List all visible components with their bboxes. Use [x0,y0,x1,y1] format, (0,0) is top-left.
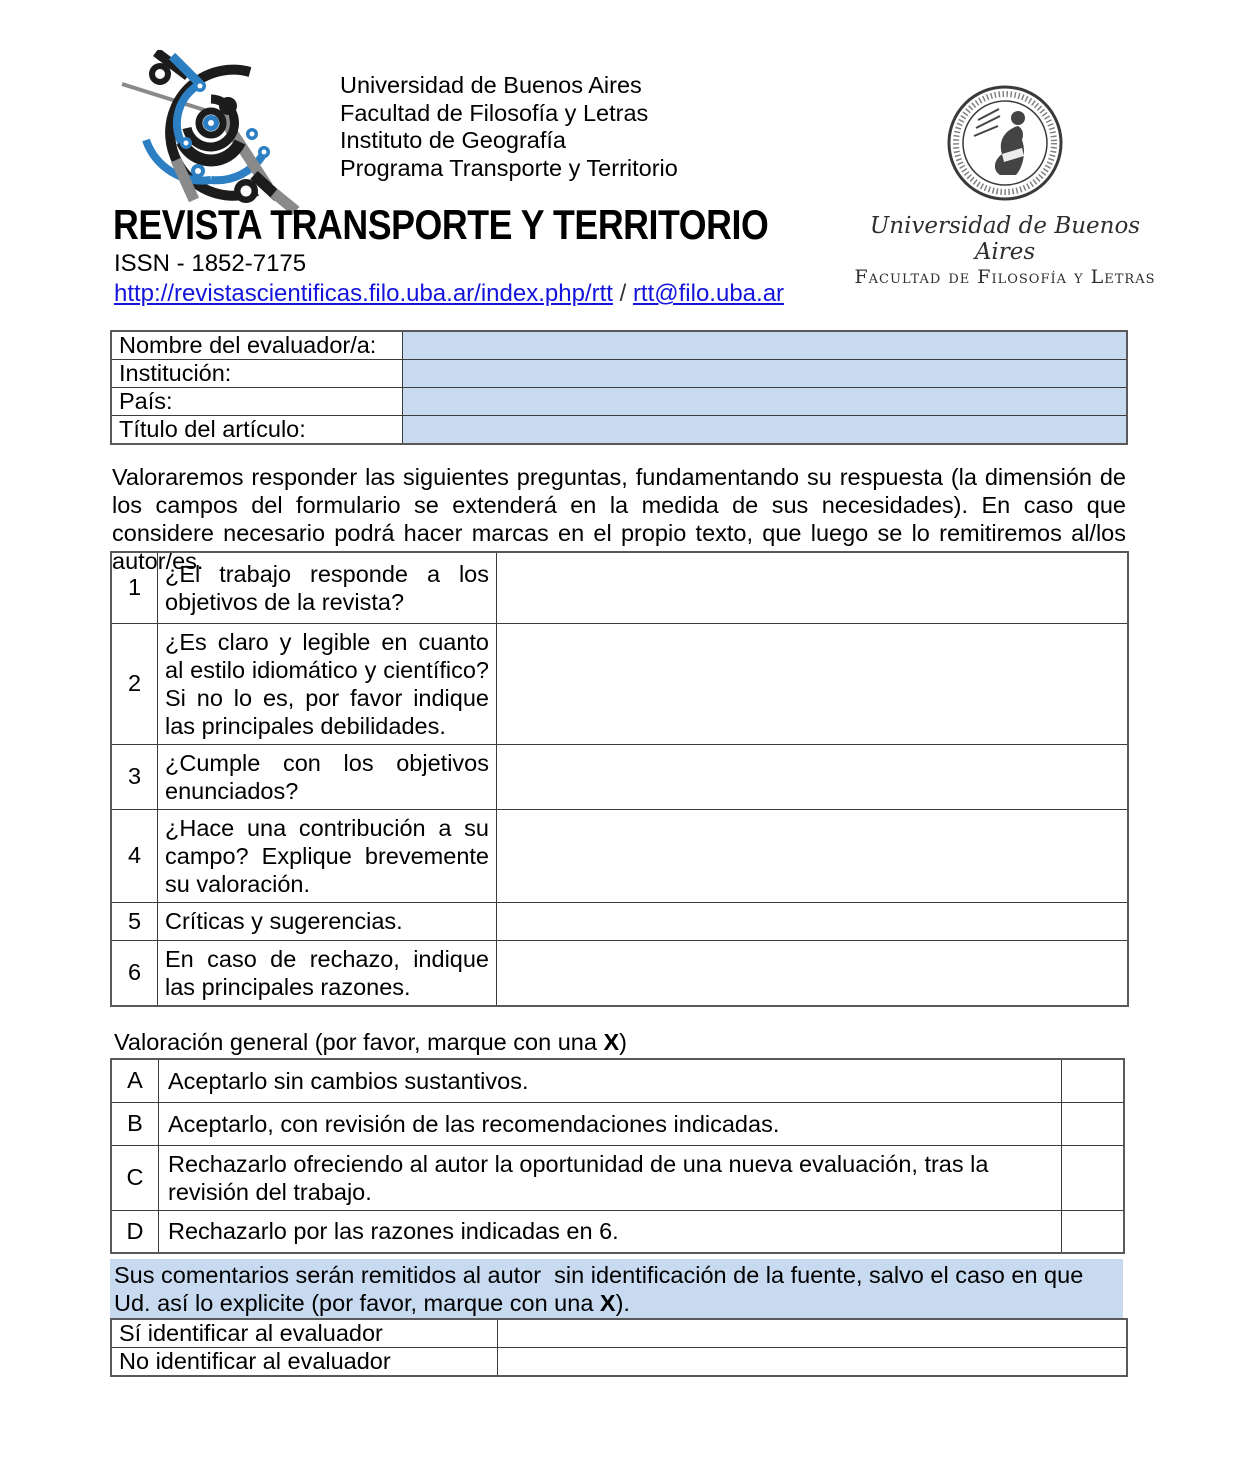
rating-mark-field[interactable] [1062,1210,1125,1253]
rating-mark-field[interactable] [1062,1145,1125,1210]
rating-letter: B [111,1102,159,1145]
journal-logo [116,50,306,220]
question-answer-field[interactable] [497,623,1129,744]
rating-row [111,1102,1124,1145]
question-text: ¿Cumple con los objetivos enunciados? [158,744,497,809]
question-row [111,902,1128,940]
identify-yes-field[interactable] [498,1319,1128,1348]
article-title-field[interactable] [403,416,1128,445]
country-field[interactable] [403,388,1128,416]
reviewer-info-table [110,330,1128,445]
rating-row [111,1145,1124,1210]
questions-table [110,551,1129,1007]
rating-mark-field[interactable] [1062,1102,1125,1145]
rating-description: Aceptarlo sin cambios sustantivos. [159,1059,1062,1102]
reviewer-name-label: Nombre del evaluador/a: [111,331,403,360]
institution-line: Instituto de Geografía [340,127,567,153]
rating-letter: D [111,1210,159,1253]
institution-block [340,72,678,182]
table-row [111,1348,1127,1377]
question-answer-field[interactable] [497,744,1129,809]
rating-row [111,1210,1124,1253]
table-row [111,1319,1127,1348]
link-separator: / [612,280,633,307]
identify-yes-label: Sí identificar al evaluador [111,1319,498,1348]
question-answer-field[interactable] [497,902,1129,940]
page-title: REVISTA TRANSPORTE Y TERRITORIO [113,201,769,248]
question-text: ¿Hace una contribución a su campo? Explique brevemente su valoración. [158,809,497,902]
institution-line: Universidad de Buenos Aires [340,72,642,98]
question-text: En caso de rechazo, indique las principales razones. [158,940,497,1006]
question-number: 1 [111,552,158,623]
rating-table [110,1058,1125,1254]
rating-description: Rechazarlo ofreciendo al autor la oportunidad de una nueva evaluación, tras la revisión del trabajo. [159,1145,1062,1210]
rating-heading-x: X [603,1029,620,1055]
rating-letter: A [111,1059,159,1102]
anonymity-notice-suffix: ). [615,1290,630,1316]
question-text: Críticas y sugerencias. [158,902,497,940]
anonymity-notice-x: X [599,1290,616,1316]
journal-links-line [114,280,784,308]
journal-email-link[interactable]: rtt@filo.uba.ar [632,280,785,307]
question-row [111,744,1128,809]
rating-description: Rechazarlo por las razones indicadas en 6. [159,1210,1062,1253]
question-answer-field[interactable] [497,809,1129,902]
rating-mark-field[interactable] [1062,1059,1125,1102]
institution-line: Programa Transporte y Territorio [340,154,678,181]
question-row [111,809,1128,902]
institution-field[interactable] [403,360,1128,388]
university-seal [845,82,1165,288]
table-row [111,360,1127,388]
question-row [111,623,1128,744]
seal-caps-caption: Facultad de Filosofía y Letras [854,266,1156,288]
question-number: 3 [111,744,158,809]
rating-letter: C [111,1145,159,1210]
seal-script-caption: Universidad de Buenos Aires [869,213,1141,265]
issn-line: ISSN - 1852-7175 [114,250,307,277]
question-answer-field[interactable] [497,552,1129,623]
question-row [111,552,1128,623]
rating-description: Aceptarlo, con revisión de las recomendaciones indicadas. [159,1102,1062,1145]
identify-no-label: No identificar al evaluador [111,1348,498,1377]
article-title-label: Título del artículo: [111,416,403,445]
question-text: ¿El trabajo responde a los objetivos de la revista? [158,552,497,623]
uba-seal-icon [944,82,1066,204]
question-number: 6 [111,940,158,1006]
rating-row [111,1059,1124,1102]
identify-no-field[interactable] [498,1348,1128,1377]
intro-paragraph: Valoraremos responder las siguientes preguntas, fundamentando su respuesta (la dimensión de los campos del formulario se extenderá en la medida de sus necesidades). En caso que considere necesario podrá hacer marcas en el propio texto, que luego se lo remitiremos al/los autor/es. [112,464,1126,574]
transport-compass-logo-icon [116,50,306,215]
question-number: 5 [111,902,158,940]
rating-section-heading [114,1029,627,1056]
anonymity-notice-text: Sus comentarios serán remitidos al autor sin identificación de la fuente, salvo el caso en que Ud. así lo explicite (por favor, marque con una [114,1262,1084,1316]
institution-line: Facultad de Filosofía y Letras [340,99,649,126]
country-label: País: [111,388,403,416]
reviewer-name-field[interactable] [403,331,1128,360]
table-row [111,388,1127,416]
question-row [111,940,1128,1006]
institution-label: Institución: [111,360,403,388]
rating-heading-text: Valoración general (por favor, marque con una [114,1029,604,1055]
table-row [111,416,1127,445]
question-answer-field[interactable] [497,940,1129,1006]
anonymity-notice [110,1259,1123,1320]
question-number: 2 [111,623,158,744]
question-number: 4 [111,809,158,902]
identify-reviewer-table [110,1318,1128,1377]
journal-website-link[interactable]: http://revistascientificas.filo.uba.ar/index.php/rtt [114,280,613,307]
table-row [111,331,1127,360]
rating-heading-suffix: ) [619,1029,627,1055]
question-text: ¿Es claro y legible en cuanto al estilo idiomático y científico? Si no lo es, por favor indique las principales debilidades. [158,623,497,744]
